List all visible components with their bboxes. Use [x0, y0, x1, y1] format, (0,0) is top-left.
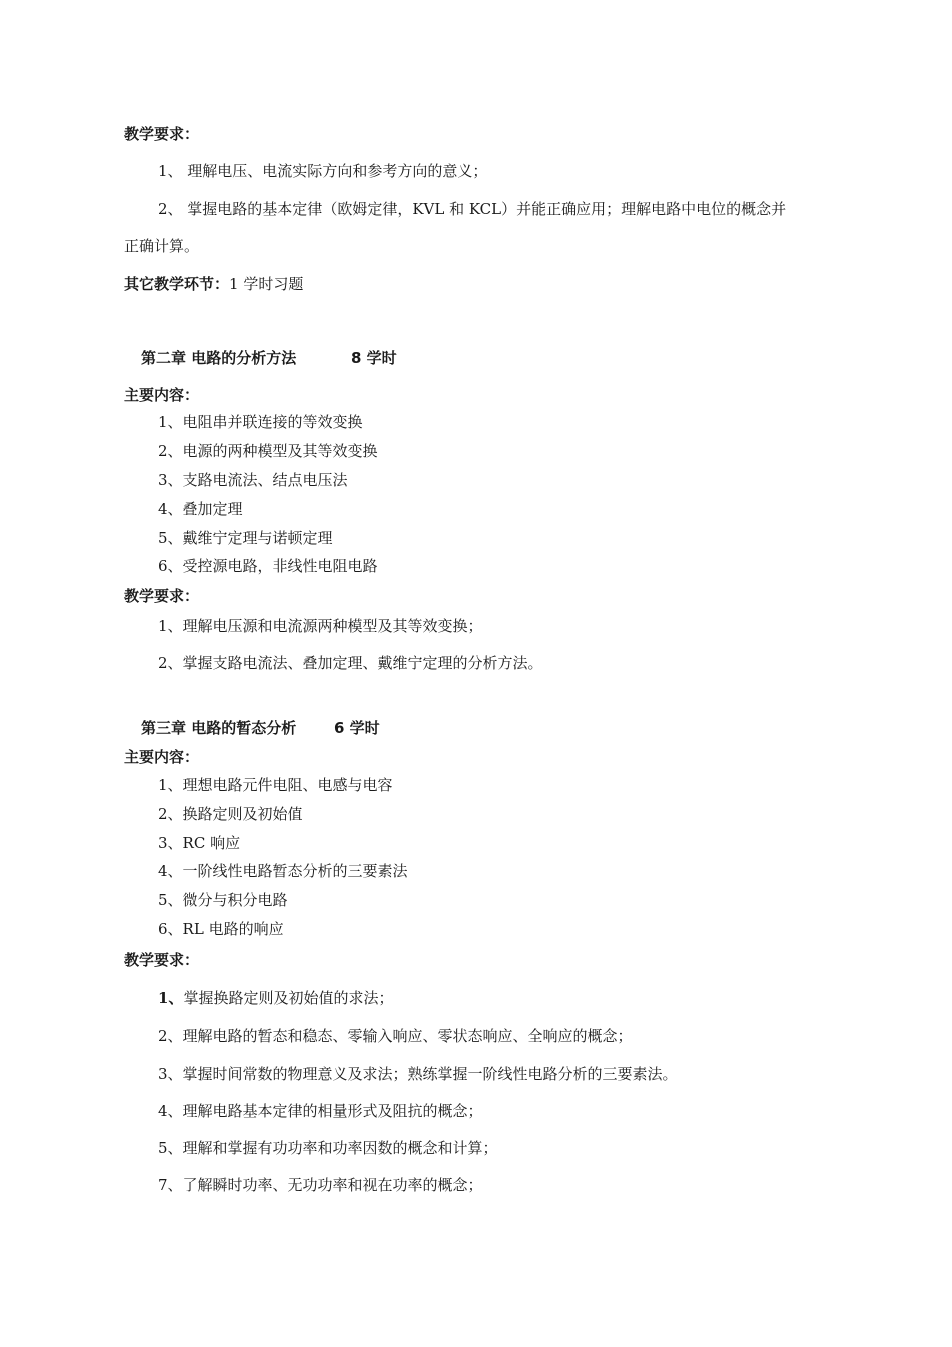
requirement-item: 1、 理解电压、电流实际方向和参考方向的意义；: [158, 162, 488, 180]
chapter-3-content-item: 3、RC 响应: [158, 834, 241, 852]
chapter-3-content-item: 1、理想电路元件电阻、电感与电容: [158, 776, 393, 794]
chapter-2-content-item: 1、电阻串并联连接的等效变换: [158, 413, 363, 431]
chapter-3-hours: 6 学时: [334, 719, 380, 737]
chapter-3-requirement-item: [158, 989, 393, 1007]
chapter-3-requirement-item: 7、了解瞬时功率、无功功率和视在功率的概念；: [158, 1176, 483, 1194]
chapter-3-content-item: 6、RL 电路的响应: [158, 920, 284, 938]
chapter-3-content-item: 4、一阶线性电路暂态分析的三要素法: [158, 862, 408, 880]
chapter-3-title: 第三章 电路的暂态分析: [141, 719, 297, 737]
chapter-2-title: 第二章 电路的分析方法: [141, 349, 297, 367]
chapter-3-requirement-item: 3、掌握时间常数的物理意义及求法；熟练掌握一阶线性电路分析的三要素法。: [158, 1065, 678, 1083]
chapter-3-content-item: 2、换路定则及初始值: [158, 805, 303, 823]
chapter-3-requirement-item: 4、理解电路基本定律的相量形式及阻抗的概念；: [158, 1102, 483, 1120]
chapter-3-content-item: 5、微分与积分电路: [158, 891, 288, 909]
chapter-3-content-heading: 主要内容：: [124, 748, 200, 766]
requirement-item-continuation: 正确计算。: [124, 237, 200, 255]
chapter-2-content-item: 5、戴维宁定理与诺顿定理: [158, 529, 333, 547]
chapter-2-requirement-item: 1、理解电压源和电流源两种模型及其等效变换；: [158, 617, 483, 635]
chapter-2-requirements-heading: 教学要求：: [124, 587, 200, 605]
chapter-2-content-item: 4、叠加定理: [158, 500, 243, 518]
requirement-text: 掌握换路定则及初始值的求法；: [183, 989, 394, 1007]
chapter-2-content-item: 3、支路电流法、结点电压法: [158, 471, 348, 489]
requirement-number: 1、: [158, 989, 184, 1007]
teaching-requirements-heading: 教学要求：: [124, 125, 200, 143]
chapter-2-requirement-item: 2、掌握支路电流法、叠加定理、戴维宁定理的分析方法。: [158, 654, 543, 672]
other-teaching-section: [124, 275, 303, 293]
chapter-2-content-item: 2、电源的两种模型及其等效变换: [158, 442, 378, 460]
chapter-3-requirements-heading: 教学要求：: [124, 951, 200, 969]
other-teaching-value: 1 学时习题: [229, 275, 304, 293]
requirement-item: 2、 掌握电路的基本定律（欧姆定律，KVL 和 KCL）并能正确应用；理解电路中电位的概念并: [158, 200, 787, 218]
chapter-2-hours: 8 学时: [351, 349, 397, 367]
chapter-2-content-heading: 主要内容：: [124, 386, 200, 404]
other-teaching-label: 其它教学环节：: [124, 275, 230, 293]
chapter-3-requirement-item: 5、理解和掌握有功功率和功率因数的概念和计算；: [158, 1139, 498, 1157]
chapter-3-requirement-item: 2、理解电路的暂态和稳态、零输入响应、零状态响应、全响应的概念；: [158, 1027, 633, 1045]
chapter-2-content-item: 6、受控源电路，非线性电阻电路: [158, 557, 378, 575]
